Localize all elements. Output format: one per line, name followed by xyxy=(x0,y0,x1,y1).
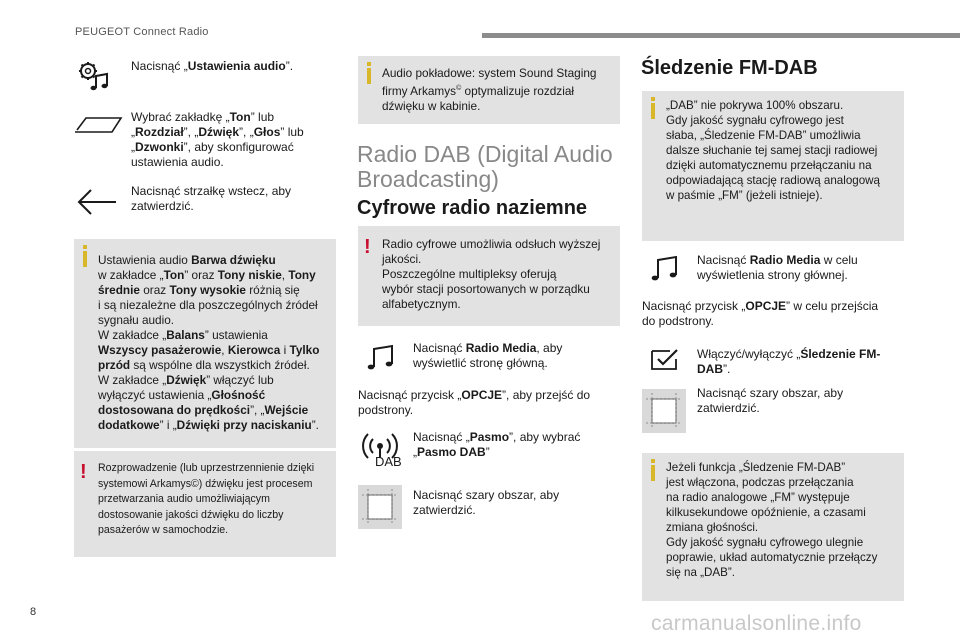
col1-step1-text: Nacisnąć „Ustawienia audio”. xyxy=(131,59,294,73)
subheading-digital-radio: Cyfrowe radio naziemne xyxy=(357,197,588,219)
col3-step1-text: Nacisnąć Radio Media w celu wyświetlenia strony głównej. xyxy=(697,253,858,282)
tab-outline-icon xyxy=(74,116,124,134)
header-rule xyxy=(482,33,960,38)
page-number: 8 xyxy=(30,606,37,618)
info-icon xyxy=(651,103,655,119)
col1-step2-text: Wybrać zakładkę „Ton” lub „Rozdział”, „Dźwięk”, „Głos” lub „Dzwonki”, aby skonfigurować ustawienia audio. xyxy=(131,110,304,169)
warning-exclamation-icon: ! xyxy=(364,236,371,258)
info-icon-dot xyxy=(651,97,655,101)
grey-area-confirm-icon xyxy=(642,389,686,433)
col2-step1-text: Nacisnąć Radio Media, aby wyświetlić stronę główną. xyxy=(413,341,563,370)
settings-music-icon xyxy=(76,58,112,94)
col3-step2-text: Nacisnąć przycisk „OPCJE” w celu przejścia do podstrony. xyxy=(642,299,879,328)
music-note-icon xyxy=(650,253,680,283)
col3-step4-text: Nacisnąć szary obszar, aby zatwierdzić. xyxy=(697,386,844,415)
col1-step3-text: Nacisnąć strzałkę wstecz, aby zatwierdzić. xyxy=(131,184,292,213)
grey-area-confirm-icon xyxy=(358,485,402,529)
col2-warning-box: ! Radio cyfrowe umożliwia odsłuch wyższej jakości. Poszczególne multipleksy oferują wybór stacji posortowanych w porządku alfabetycznym. xyxy=(358,226,620,326)
col3-info-box-2: Jeżeli funkcja „Śledzenie FM-DAB” jest włączona, podczas przełączania na radio analogowe „FM” występuje kilkusekundowe opóźnienie, a czasami zmiana głośności. Gdy jakość sygnału cyfrowego ulegnie poprawie, układ automatycznie przełączy się na „DAB”. xyxy=(642,453,904,601)
page-header-title: PEUGEOT Connect Radio xyxy=(75,26,209,38)
back-arrow-icon xyxy=(76,188,118,216)
col1-warning-box: ! Rozprowadzenie (lub uprzestrzennienie dzięki systemowi Arkamys©) dźwięku jest procesem przetwarzania audio umożliwiającym dostosowanie jakości dźwięku do liczby pasażerów w samochodzie. xyxy=(74,451,336,557)
dab-label: DAB xyxy=(375,454,402,469)
col2-step2-text: Nacisnąć przycisk „OPCJE”, aby przejść do podstrony. xyxy=(358,388,591,417)
info-icon-dot xyxy=(651,459,655,463)
col1-info-box: Ustawienia audio Barwa dźwięku w zakładce „Ton” oraz Tony niskie, Tony średnie oraz Tony wysokie różnią się i są niezależne dla poszczególnych źródeł sygnału audio. W zakładce „Balans” ustawienia Wszyscy pasażerowie, Kierowca i Tylko przód są wspólne dla wszystkich źródeł. W zakładce „Dźwięk” włączyć lub wyłączyć ustawienia „Głośność dostosowana do prędkości”, „Wejście dodatkowe” i „Dźwięki przy naciskaniu”. xyxy=(74,239,336,448)
col2-step4-text: Nacisnąć szary obszar, aby zatwierdzić. xyxy=(413,488,560,517)
warning-exclamation-icon: ! xyxy=(80,461,87,483)
info-icon xyxy=(651,465,655,481)
section-heading-fm-dab: Śledzenie FM-DAB xyxy=(641,57,818,79)
col2-step3-text: Nacisnąć „Pasmo”, aby wybrać „Pasmo DAB” xyxy=(413,430,581,459)
music-note-icon xyxy=(366,342,396,372)
info-icon xyxy=(367,68,371,84)
info-icon xyxy=(83,251,87,267)
info-icon-dot xyxy=(83,245,87,249)
section-heading-radio-dab: Radio DAB (Digital Audio Broadcasting) xyxy=(357,141,613,192)
col3-step3-text: Włączyć/wyłączyć „Śledzenie FM- DAB”. xyxy=(697,347,881,376)
watermark-text: carmanualsonline.info xyxy=(651,612,862,635)
checkbox-checked-icon xyxy=(650,347,680,371)
col2-info-box: Audio pokładowe: system Sound Staging firmy Arkamys© optymalizuje rozdział dźwięku w kabinie. xyxy=(358,56,620,124)
info-icon-dot xyxy=(367,62,371,66)
col3-info-box-1: „DAB” nie pokrywa 100% obszaru. Gdy jakość sygnału cyfrowego jest słaba, „Śledzenie FM-DAB” umożliwia dalsze słuchanie tej samej stacji radiowej dzięki automatycznemu przełączaniu na odpowiadającą stację radiową analogową w paśmie „FM” (jeżeli istnieje). xyxy=(642,91,904,241)
